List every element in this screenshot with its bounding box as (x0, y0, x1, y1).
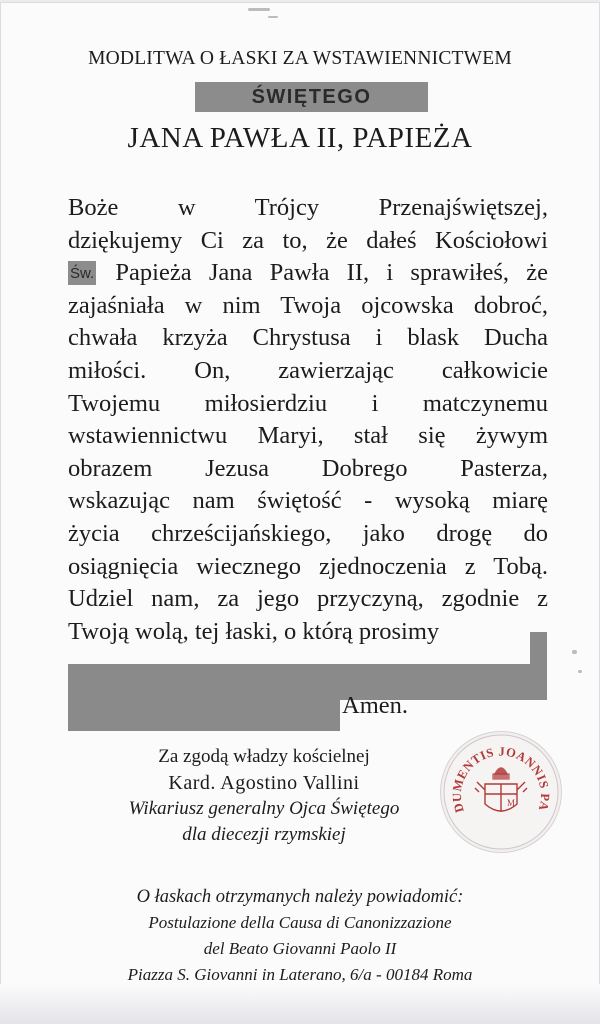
prayer-line: miłości. On, zawierzając całkowicie (68, 356, 548, 384)
prayer-line: życia chrześcijańskiego, jako drogę do (68, 519, 548, 547)
prayer-line: wskazując nam świętość - wysoką miarę (68, 487, 548, 515)
prayer-text (68, 192, 548, 648)
saint-label-redaction (195, 82, 428, 112)
prayer-line: Twoją wolą, tej łaski, o którą prosimy (68, 617, 440, 645)
relic-seal-graphic (441, 732, 561, 852)
intention-redaction (530, 632, 547, 666)
footer-line: O łaskach otrzymanych należy powiadomić: (136, 887, 464, 907)
prayer-line: Boże w Trójcy Przenajświętszej, (68, 194, 548, 221)
prayer-line-text: Papieża Jana Pawła II, i sprawiłeś, że (115, 259, 549, 287)
intention-redaction (68, 698, 340, 731)
footer-line: del Beato Giovanni Paolo II (203, 939, 397, 958)
sw-abbreviation: Św. (68, 261, 96, 285)
seal-text-path: DUMENTIS JOANNIS PA (449, 744, 553, 815)
prayer-line: osiągnięcia wiecznego zjednoczenia z Tobą. (68, 552, 548, 580)
footer-line: Postulazione della Causa di Canonizzazione (148, 913, 452, 932)
prayer-card (0, 2, 600, 1024)
prayer-line: dziękujemy Ci za to, że dałeś Kościołowi (68, 226, 548, 254)
vicar-title: Wikariusz generalny Ojca Świętego (128, 798, 400, 819)
prayer-line: Twojemu miłosierdziu i matczynemu (68, 389, 548, 417)
intention-redaction (68, 664, 547, 700)
diocese-line: dla diecezji rzymskiej (182, 824, 346, 845)
right-edge-mark (572, 650, 577, 654)
top-smudge (268, 16, 278, 18)
saint-label: ŚWIĘTEGO (251, 86, 372, 108)
prayer-line: Udziel nam, za jego przyczyną, zgodnie z (68, 585, 548, 613)
cardinal-name (64, 770, 464, 796)
right-edge-mark (578, 670, 582, 673)
seal-monogram: M (507, 798, 516, 808)
cardinal-name-text: Kard. Agostino Vallini (168, 772, 360, 794)
prayer-heading-line: MODLITWA O ŁASKI ZA WSTAWIENNICTWEM (88, 48, 512, 69)
approval-line: Za zgodą władzy kościelnej (158, 746, 370, 767)
church-approval (64, 744, 464, 848)
prayer-amen: Amen. (342, 692, 408, 719)
prayer-line: zajaśniała w nim Twoja ojcowska dobroć, (68, 291, 548, 319)
prayer-title: JANA PAWŁA II, PAPIEŻA (127, 122, 473, 154)
prayer-line: wstawiennictwu Maryi, stał się żywym (68, 422, 548, 450)
prayer-line: obrazem Jezusa Dobrego Pasterza, (68, 454, 548, 482)
relic-seal (441, 732, 561, 852)
prayer-line (68, 257, 548, 290)
footer-notice (0, 884, 600, 988)
footer-address: Piazza S. Giovanni in Laterano, 6/a - 00184 Roma (127, 965, 473, 984)
top-smudge (248, 8, 270, 11)
prayer-line: chwała krzyża Chrystusa i blask Ducha (68, 324, 548, 352)
